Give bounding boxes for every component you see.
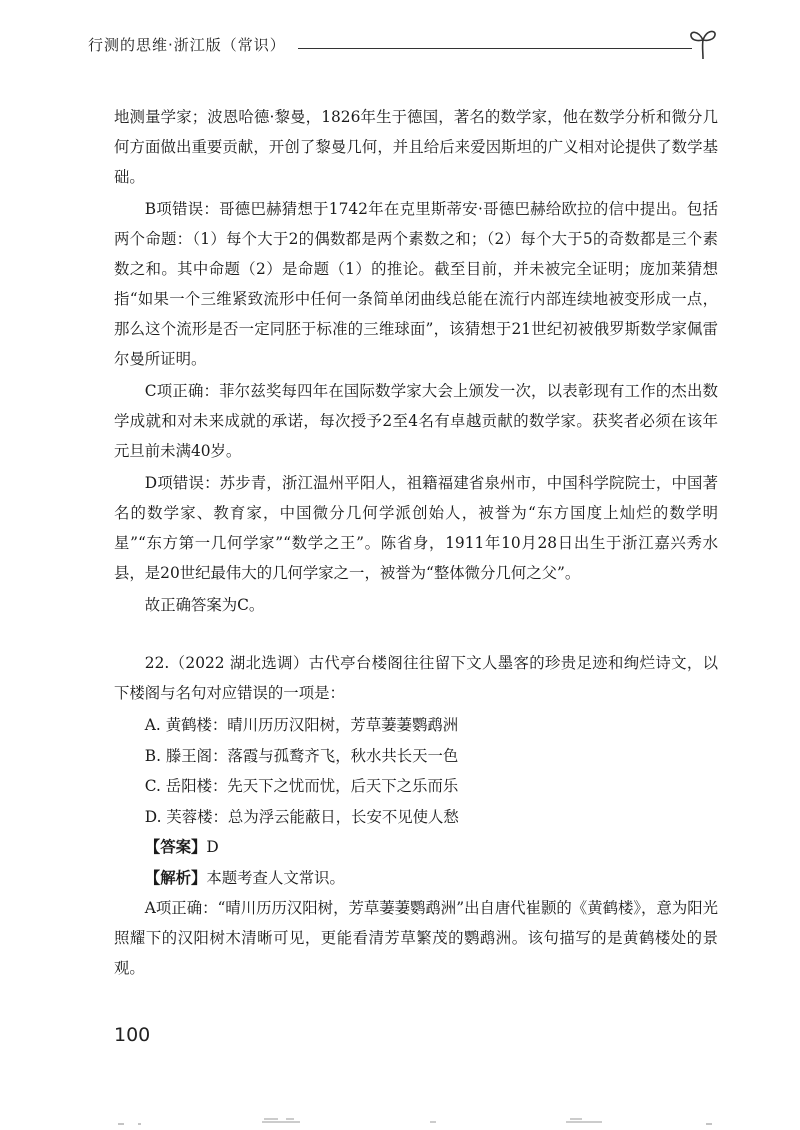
paragraph-option-d: D项错误：苏步青，浙江温州平阳人，祖籍福建省泉州市，中国科学院院士，中国著名的数学家、教育家，中国微分几何学派创始人，被誉为“东方国度上灿烂的数学明星”“东方第一几何学家”“数学之王”。陈省身，1911年10月28日出生于浙江嘉兴秀水县，是20世纪最伟大的几何学家之一，被誉为“整体微分几何之父”。 xyxy=(114,474,718,582)
paragraph-conclusion: 故正确答案为C。 xyxy=(144,596,265,614)
header-rule xyxy=(298,48,692,49)
running-header xyxy=(88,26,718,62)
analysis-line xyxy=(114,863,718,894)
analysis-option-a: A项正确：“晴川历历汉阳树，芳草萋萋鹦鹉洲”出自唐代崔颢的《黄鹤楼》，意为阳光照耀下的汉阳树木清晰可见，更能看清芳草繁茂的鹦鹉洲。该句描写的是黄鹤楼处的景观。 xyxy=(114,899,719,977)
scan-artifacts xyxy=(0,1110,800,1130)
question-option-d: D. 芙蓉楼：总为浮云能蔽日，长安不见使人愁 xyxy=(144,807,459,826)
answer-tag: 【答案】 xyxy=(144,838,207,856)
answer-value: D xyxy=(206,838,219,856)
paragraph-option-c: C项正确：菲尔兹奖每四年在国际数学家大会上颁发一次，以表彰现有工作的杰出数学成就和对未来成就的承诺，每次授予2至4名有卓越贡献的数学家。获奖者必须在该年元旦前未满40岁。 xyxy=(114,382,718,460)
header-title: 行测的思维·浙江版（常识） xyxy=(88,36,286,54)
page-body xyxy=(114,102,718,983)
question-option-b: B. 滕王阁：落霞与孤鹜齐飞，秋水共长天一色 xyxy=(144,746,459,765)
page-number: 100 xyxy=(114,1024,151,1046)
question-option-a: A. 黄鹤楼：晴川历历汉阳树，芳草萋萋鹦鹉洲 xyxy=(144,716,459,734)
paragraph-option-b: B项错误：哥德巴赫猜想于1742年在克里斯蒂安·哥德巴赫给欧拉的信中提出。包括两个命题：（1）每个大于2的偶数都是两个素数之和；（2）每个大于5的奇数都是三个素数之和。其中命题（2）是命题（1）的推论。截至目前，并未被完全证明；庞加莱猜想指“如果一个三维紧致流形中任何一条简单闭曲线总能在流行内部连续地被变形成一点，那么这个流形是否一定同胚于标准的三维球面”，该猜想于21世纪初被俄罗斯数学家佩雷尔曼所证明。 xyxy=(114,200,718,368)
question-stem: 22.（2022 湖北选调）古代亭台楼阁往往留下文人墨客的珍贵足迹和绚烂诗文，以下楼阁与名句对应错误的一项是： xyxy=(114,654,718,702)
question-option-c: C. 岳阳楼：先天下之忧而忧，后天下之乐而乐 xyxy=(144,777,459,795)
analysis-text: 本题考查人文常识。 xyxy=(206,868,345,887)
answer-line xyxy=(114,832,718,863)
analysis-tag: 【解析】 xyxy=(144,868,207,887)
sprout-icon xyxy=(688,26,718,60)
paragraph-riemann: 地测量学家；波恩哈德·黎曼，1826年生于德国，著名的数学家，他在数学分析和微分几何方面做出重要贡献，开创了黎曼几何，并且给后来爱因斯坦的广义相对论提供了数学基础。 xyxy=(114,108,718,186)
